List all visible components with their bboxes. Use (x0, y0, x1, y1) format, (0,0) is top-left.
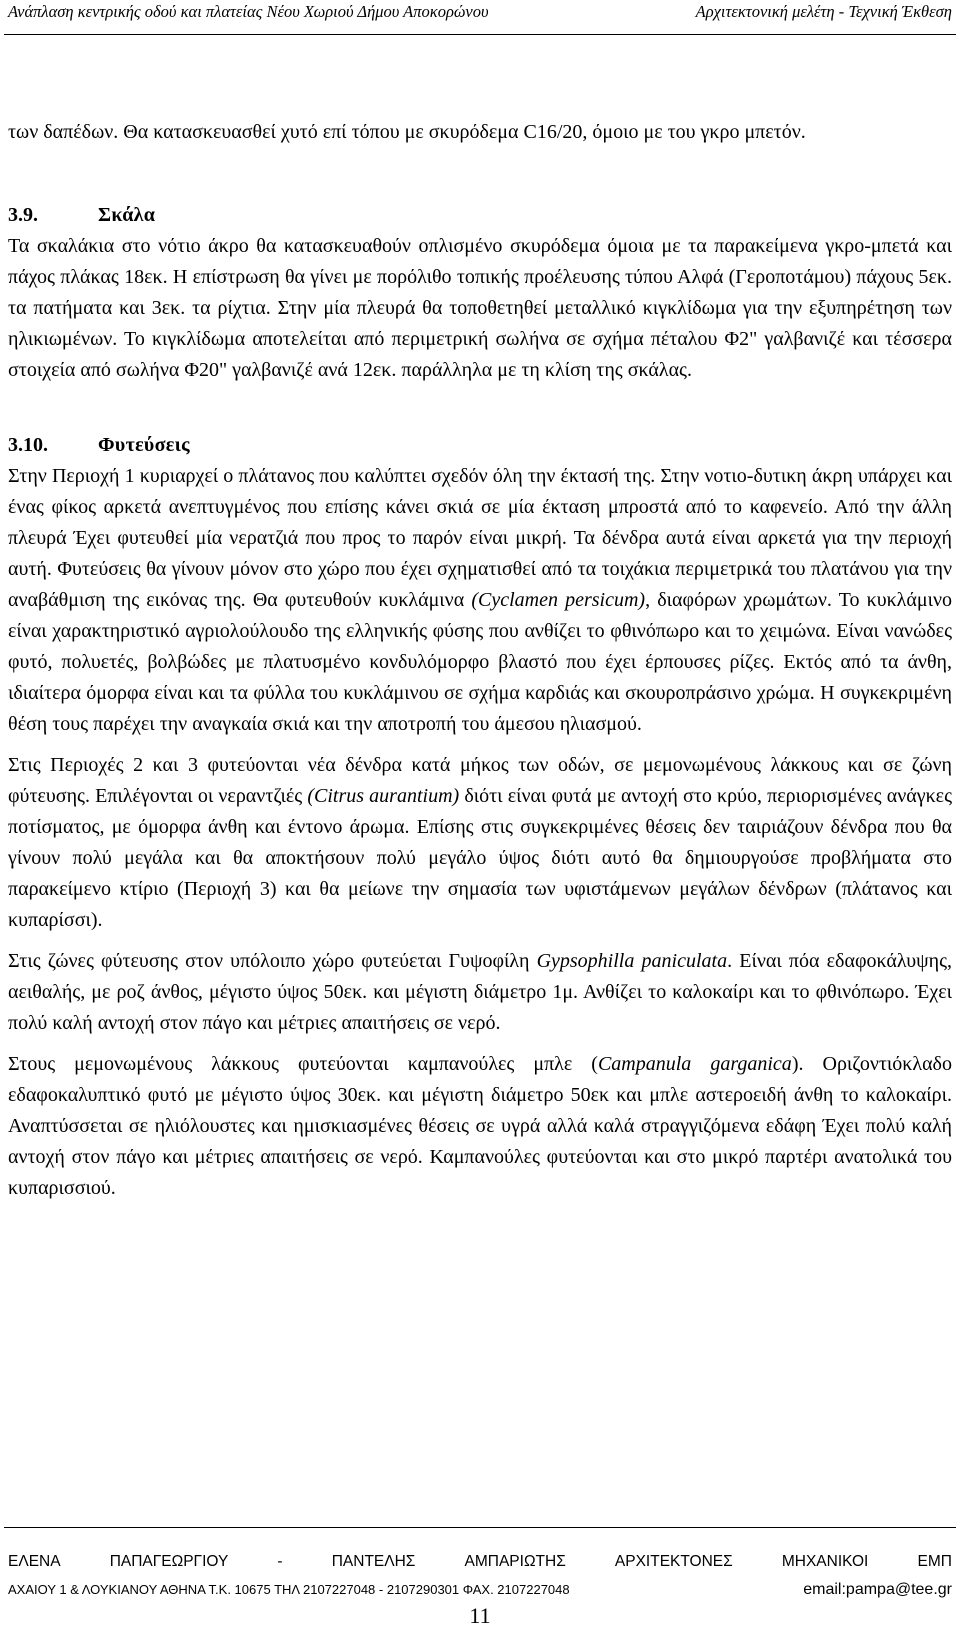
plantings-paragraph-area1: Στην Περιοχή 1 κυριαρχεί ο πλάτανος που καλύπτει σχεδόν όλη την έκτασή της. Στην νοτιο-δυτικη άκρη υπάρχει και ένας φίκος αρκετά ανεπτυγμένος που επίσης κάνει σκιά σε μία έκταση μπροστά από το καφενείο. Από την άλλη πλευρά Έχει φυτευθεί μία νερατζιά που προς το παρόν είναι μικρή. Τα δένδρα αυτά είναι αρκετά για την περιοχή αυτή. Φυτεύσεις θα γίνουν μόνον στο χώρο που έχει σχηματισθεί από τα τοιχάκια περιμετρικά του πλατάνου για την αναβάθμιση της εικόνας της. Θα φυτευθούν κυκλάμινα (Cyclamen persicum), διαφόρων χρωμάτων. Το κυκλάμινο είναι χαρακτηριστικό αγριολούλουδο της ελληνικής φύσης που ανθίζει το φθινόπωρο και το χειμώνα. Είναι νανώδες φυτό, πολυετές, βολβώδες με πλατυσμένο κονδυλόμορφο βλαστό που έχει έρπουσες ρίζες. Εκτός από τα άνθη, ιδιαίτερα όμορφα είναι και τα φύλλα του κυκλάμινου σε σχήμα καρδιάς και σκουροπράσινο χρώμα. Η συγκεκριμένη θέση τους παρέχει την αναγκαία σκιά και την αποτροπή του άμεσου ηλιασμού. (8, 465, 953, 735)
plantings-paragraph-gypsophila: Στις ζώνες φύτευσης στον υπόλοιπο χώρο φυτεύεται Γυψοφίλη Gypsophilla paniculata. Είναι πόα εδαφοκάλυψης, αειθαλής, με ροζ άνθος, μέγιστο ύψος 50εκ. και μέγιστη διάμετρο 1μ. Ανθίζει το καλοκαίρι και το φθινόπωρο. Έχει πολύ καλή αντοχή στον πάγο και μέτριες απαιτήσεις σε νερό. (8, 950, 953, 1034)
plantings-paragraph-areas2-3: Στις Περιοχές 2 και 3 φυτεύονται νέα δένδρα κατά μήκος των οδών, σε μεμονωμένους λάκκους και σε ζώνη φύτευσης. Επιλέγονται οι νεραντζιές (Citrus aurantium) διότι είναι φυτά με αντοχή στο κρύο, περιορισμένες ανάγκες ποτίσματος, με όμορφα άνθη και έντονο άρωμα. Επίσης στις συγκεκριμένες θέσεις δεν ταιριάζουν δένδρα που θα γίνουν πολύ μεγάλα και θα αποκτήσουν πολύ μεγάλο ύψος διότι αυτό θα δημιουργούσε προβλήματα στο παρακείμενο κτίριο (Περιοχή 3) και θα μείωνε την σημασία των υφιστάμενων μεγάλων δένδρων (πλάτανος και κυπαρίσσι). (8, 754, 952, 931)
footer-word: ΕΜΠ (917, 1553, 952, 1570)
section-number: 3.9. (8, 204, 38, 226)
footer-divider (4, 1527, 956, 1528)
footer-word: ΠΑΝΤΕΛΗΣ (331, 1553, 416, 1570)
footer-word: ΜΗΧΑΝΙΚΟΙ (781, 1553, 869, 1570)
footer-word: ΠΑΠΑΓΕΩΡΓΙΟΥ (109, 1553, 229, 1570)
section-heading-plantings (8, 430, 952, 461)
section-title: Φυτεύσεις (98, 434, 190, 456)
stairs-paragraph: Τα σκαλάκια στο νότιο άκρο θα κατασκευαθούν οπλισμένο σκυρόδεμα όμοια με τα παρακείμενα γκρο-μπετά και πάχος πλάκας 18εκ. Η επίστρωση θα γίνει με πορόλιθο τοπικής προέλευσης τύπου Αλφά (Γεροποτάμου) πάχους 5εκ. τα πατήματα και 3εκ. τα ρίχτια. Στην μία πλευρά θα τοποθετηθεί μεταλλικό κιγκλίδωμα για την εξυπηρέτηση των ηλικιωμένων. Το κιγκλίδωμα αποτελείται από περιμετρική σωλήνα σε σχήμα πέταλου Φ2" γαλβανιζέ και τέσσερα στοιχεία από σωλήνα Φ20" γαλβανιζέ ανά 12εκ. παράλληλα με τη κλίση της σκάλας. (8, 235, 952, 381)
latin-name-cyclamen: (Cyclamen persicum) (471, 589, 646, 611)
footer-word: - (277, 1553, 283, 1570)
latin-name-citrus: (Citrus aurantium) (307, 785, 460, 807)
latin-name-gypsophila: Gypsophilla paniculata (536, 950, 728, 972)
footer-authors (8, 1553, 952, 1571)
intro-paragraph: των δαπέδων. Θα κατασκευασθεί χυτό επί τόπου με σκυρόδεμα C16/20, όμοιο με του γκρο μπετόν. (8, 121, 806, 143)
section-title: Σκάλα (98, 204, 156, 226)
footer-word: ΑΡΧΙΤΕΚΤΟΝΕΣ (614, 1553, 733, 1570)
footer-contact (8, 1581, 952, 1599)
section-number: 3.10. (8, 434, 48, 456)
page-header (0, 0, 960, 36)
page-number: 11 (469, 1603, 491, 1628)
header-divider (4, 34, 956, 35)
header-document-type: Αρχιτεκτονική μελέτη - Τεχνική Έκθεση (695, 2, 952, 21)
plantings-paragraph-campanula: Στους μεμονωμένους λάκκους φυτεύονται καμπανούλες μπλε (Campanula garganica). Οριζοντιόκλαδο εδαφοκαλυπτικό φυτό με μέγιστο ύψος 30εκ. και μέγιστη διάμετρο 50εκ και μπλε αστεροειδή άνθη το καλοκαίρι. Αναπτύσσεται σε ηλιόλουστες και ημισκιασμένες θέσεις σε υγρά αλλά καλά στραγγιζόμενα εδάφη Έχει πολύ καλή αντοχή στον πάγο και μέτριες απαιτήσεις σε νερό. Καμπανούλες φυτεύονται και στο μικρό παρτέρι ανατολικά του κυπαρισσιού. (8, 1053, 952, 1199)
latin-name-campanula: Campanula garganica (597, 1053, 792, 1075)
footer-email: email:pampa@tee.gr (803, 1581, 952, 1598)
document-body (8, 117, 952, 1204)
footer-word: ΕΛΕΝΑ (8, 1553, 61, 1570)
footer-address: ΑΧΑΙΟΥ 1 & ΛΟΥΚΙΑΝΟΥ ΑΘΗΝΑ Τ.Κ. 10675 ΤΗΛ 2107227048 - 2107290301 ΦΑΧ. 2107227048 (8, 1582, 570, 1597)
header-project-title: Ανάπλαση κεντρικής οδού και πλατείας Νέου Χωριού Δήμου Αποκορώνου (8, 2, 489, 21)
footer-word: ΑΜΠΑΡΙΩΤΗΣ (464, 1553, 566, 1570)
section-heading-stairs (8, 200, 952, 231)
